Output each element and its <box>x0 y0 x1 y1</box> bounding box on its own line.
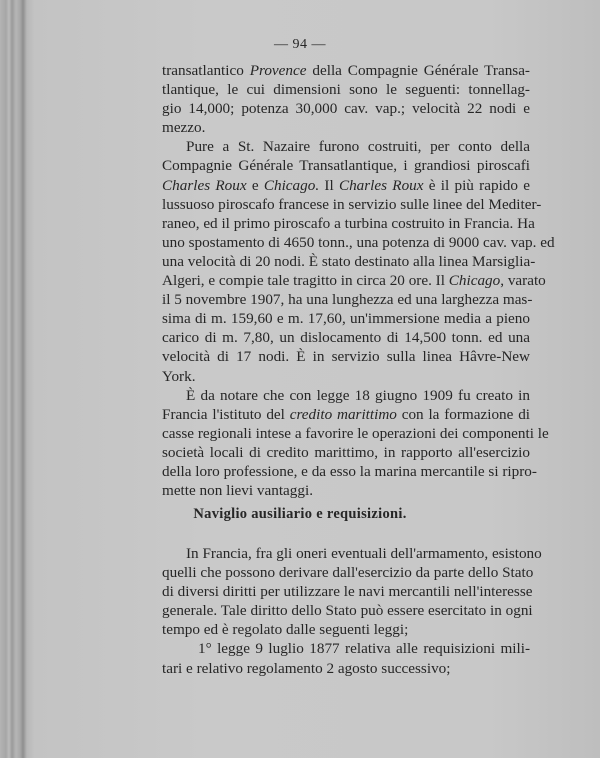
text-line: tari e relativo regolamento 2 agosto successivo; <box>162 659 451 677</box>
text-line: uno spostamento di 4650 tonn., una potenza di 9000 cav. vap. ed <box>162 233 555 251</box>
text-line: Francia l'istituto del credito marittimo con la formazione di <box>162 405 531 423</box>
text-line: È da notare che con legge 18 giugno 1909 fu creato in <box>186 386 530 404</box>
italic-term: Charles Roux <box>338 176 424 194</box>
text-line: una velocità di 20 nodi. È stato destinato alla linea Marsiglia- <box>162 252 536 270</box>
text-line: quelli che possono derivare dall'esercizio da parte dello Stato <box>162 564 534 582</box>
text-line: gio 14,000; potenza 30,000 cav. vap.; velocità 22 nodi e <box>162 100 530 118</box>
body-text-section-2 <box>162 544 542 678</box>
text-line: Compagnie Générale Transatlantique, i grandiosi piroscafi <box>162 157 530 175</box>
text-line: raneo, ed il primo piroscafo a turbina costruito in Francia. Ha <box>162 214 535 232</box>
italic-term: Provence <box>249 62 307 79</box>
text-line: tlantique, le cui dimensioni sono le seguenti: tonnellag- <box>162 81 530 99</box>
italic-term: Charles Roux <box>162 176 247 194</box>
paragraph <box>162 137 555 385</box>
paragraph <box>162 544 542 639</box>
section-heading: Naviglio ausiliario e requisizioni. <box>193 506 407 522</box>
text-line: York. <box>162 367 196 385</box>
italic-term: Chicago. <box>263 176 320 194</box>
text-line: generale. Tale diritto dello Stato può essere esercitato in ogni <box>162 602 533 620</box>
text-line: velocità di 17 nodi. È in servizio sulla linea Hâvre-New <box>162 348 530 366</box>
book-binding-shadow <box>0 0 34 758</box>
text-line: 1° legge 9 luglio 1877 relativa alle requisizioni mili- <box>198 640 530 658</box>
text-line: della loro professione, e da esso la marina mercantile si ripro- <box>162 462 537 480</box>
italic-term: Chicago <box>448 272 501 290</box>
text-line: sima di m. 159,60 e m. 17,60, un'immersione media a pieno <box>162 310 530 328</box>
paragraph <box>162 639 530 677</box>
text-line: società locali di credito marittimo, in rapporto all'esercizio <box>162 443 530 461</box>
text-line: In Francia, fra gli oneri eventuali dell'armamento, esistono <box>186 545 542 562</box>
paragraph <box>162 61 530 137</box>
text-line: mette non lievi vantaggi. <box>162 482 313 500</box>
text-line: Pure a St. Nazaire furono costruiti, per conto della <box>186 138 530 156</box>
text-line: mezzo. <box>162 119 206 137</box>
text-line: tempo ed è regolato dalle seguenti leggi; <box>162 621 409 639</box>
text-line: Charles Roux e Chicago. Il Charles Roux è il più rapido e <box>162 176 530 194</box>
italic-term: credito marittimo <box>289 405 397 423</box>
paragraph <box>162 386 549 501</box>
text-line: transatlantico Provence della Compagnie Générale Transa- <box>162 62 530 79</box>
text-line: lussuoso piroscafo francese in servizio sulle linee del Mediter- <box>162 195 542 213</box>
body-text-section-1 <box>162 61 555 500</box>
text-line: il 5 novembre 1907, ha una lunghezza ed una larghezza mas- <box>162 291 533 309</box>
text-line: di diversi diritti per utilizzare le navi mercantili nell'interesse <box>162 583 533 601</box>
page-number: — 94 — <box>274 37 326 52</box>
text-line: casse regionali intese a favorire le operazioni dei componenti le <box>162 424 549 442</box>
text-line: carico di m. 7,80, un dislocamento di 14,500 tonn. ed una <box>162 329 530 347</box>
text-line: Algeri, e compie tale tragitto in circa 20 ore. Il Chicago, varato <box>162 272 546 290</box>
